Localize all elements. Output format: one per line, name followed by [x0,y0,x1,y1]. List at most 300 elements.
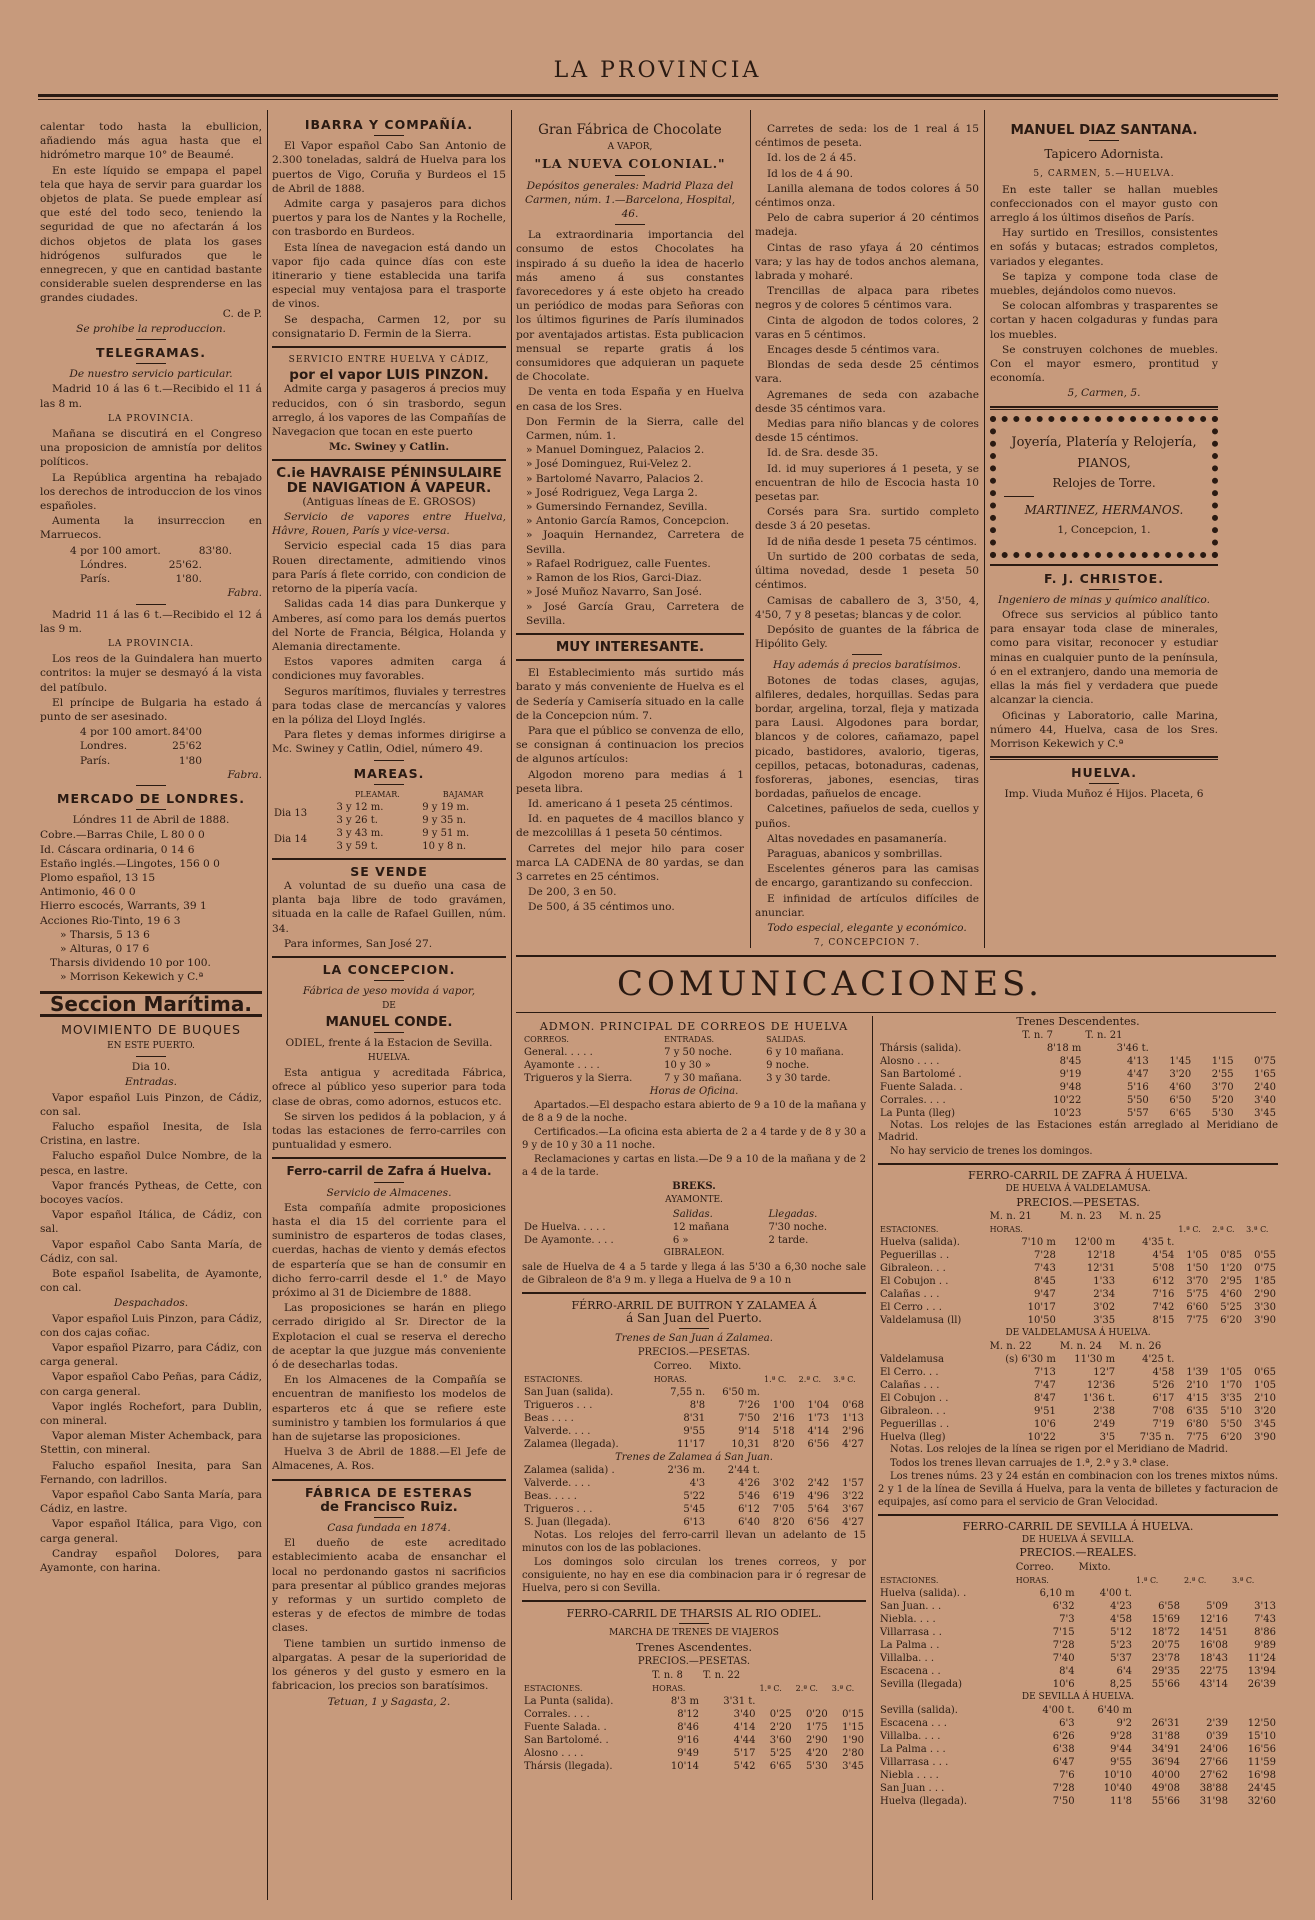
telegram-header: Madrid 10 á las 6 t.—Recibido el 11 á las 8 m. [40,383,262,410]
table-row [878,1678,1278,1691]
table-header: Salidas. Llegadas. [672,1209,818,1220]
station-cell: Gibraleon. . . [880,1263,946,1275]
value-cell: 40'00 [1151,1769,1180,1781]
value-cell: 12'18 [1086,1250,1116,1262]
ad-text: Seguros marítimos, fluviales y terrestres para todas clase de mercancías y valores en la póliza del Lloyd Inglés. [272,685,506,726]
value-cell: 4'15 [1186,1393,1209,1405]
station-cell: San Juan. . . [880,1600,942,1612]
list-item: Escelentes géneros para las camisas de encargo, garantizando su confeccion. [755,863,979,890]
ad-text: De venta en toda España y en Huelva en casa de los Sres. [516,386,744,413]
quote-row: París. 1'80 [80,754,202,767]
list-item: » Manuel Dominguez, Palacios 2. [526,444,705,457]
article-text: En este líquido se empapa el papel tela que haya de servir para guardar los objetos de plata. Se puede emplear así que esté del todo seco, teniendo la seguridad de que no afectarán á los dichos objetos de plata los gases hidrógenos sulfurados que le ennegrecen, y que en cantidad bastante considerable suelen desprenderse en las grandes ciudades. [40,164,262,305]
value-cell: 6'50 m. [722,1387,760,1398]
station-cell: San Juan . . . [880,1782,945,1794]
divider [272,1157,506,1159]
value-cell: 24'06 [1199,1743,1228,1755]
station-cell: Niebla. . . . [880,1613,936,1625]
table-body [522,1386,866,1451]
table-row [522,1747,866,1760]
table-row [522,1464,866,1477]
value-cell: 7,55 n. [670,1387,706,1398]
value-cell [797,1386,832,1399]
source: LA PROVINCIA. [107,638,195,649]
list-item: Vapor español Cabo Peñas, para Cádiz, con carga general. [40,1371,262,1398]
list-item: Falucho español Dulce Nombre, de la pesca, en lastre. [40,1150,262,1177]
value-cell: 4'60 [1169,1081,1192,1093]
value-cell [794,1695,830,1708]
address: 7, CONCEPCION 7. [813,938,921,949]
value-cell: 8'47 [1034,1393,1056,1405]
value-cell: 3'45 [842,1761,864,1772]
value-cell: 7'26 [738,1400,760,1411]
value-cell: 5'50 [1220,1419,1243,1431]
column-rule [267,110,268,1900]
value-cell: 1'15 [1211,1055,1234,1067]
ad-title: DE NAVIGATION Á VAPEUR. [286,479,492,496]
value-cell: 36'94 [1151,1756,1180,1768]
value-cell: 49'08 [1151,1782,1180,1794]
ad-text: Las proposiciones se harán en pliego cerrado dirigido al Sr. Director de la Explotacion el cual se reserva el derecho de aceptar la que juzgue más conveniente ó de desecharlas todas. [272,1302,506,1372]
divider [516,659,744,661]
value-cell: 0'68 [842,1400,864,1411]
value-cell: 10'14 [670,1761,700,1772]
divider [878,1514,1278,1516]
station-cell: San Bartolomé. . [524,1735,609,1746]
ad-title: Ferro-carril de Zafra á Huelva. [286,1164,492,1179]
value-cell: 7'28 [1052,1639,1075,1651]
value-cell: 4'14 [807,1426,830,1437]
timetables-right [878,1016,1278,1808]
tide-table [272,788,506,853]
divider [374,980,404,981]
station-cell: Villarrasa . . . [880,1756,949,1768]
address: Tetuan, 1 y Sagasta, 2. [327,1695,451,1708]
list-item: » Morrison Kekewich y C.ª [60,971,204,984]
divider [272,858,506,860]
station-cell: Sevilla (llegada) [880,1678,962,1690]
value-cell: 12'7 [1093,1367,1116,1379]
value-cell: 11'17 [676,1439,706,1450]
value-cell [1134,1587,1182,1600]
value-cell: 0'25 [769,1709,792,1720]
table-row [522,1399,866,1412]
ad-text: De 200, 3 en 50. [528,886,617,899]
value-cell: 1'90 [842,1735,864,1746]
value-cell: 6'20 [1220,1432,1243,1444]
value-cell: 7'19 [1152,1419,1175,1431]
table-title: ADMON. PRINCIPAL DE CORREOS DE HUELVA [539,1020,849,1033]
value-cell: 6'80 [1186,1419,1209,1431]
subheading: PRECIOS.—REALES. [1019,1546,1137,1560]
value-cell: 7'43 [1254,1613,1276,1625]
ad-text: Se colocan alfombras y trasparentes se cortan y hacen colgaduras y fundas para los muebles. [990,300,1218,341]
value-cell: 4'00 t. [1042,1704,1075,1716]
value-cell: 2'20 [769,1722,792,1733]
column-2 [272,118,506,1710]
slogan: Todo especial, elegante y económico. [767,921,967,934]
signature: C. de P. [222,307,262,320]
ad-text: Servicio de vapores entre Huelva, Hâvre, Rouen, París y vice-versa. [272,511,506,538]
notice: Notas. Los relojes de las Estaciones están arreglado al Meridiano de Madrid. [878,1119,1278,1144]
value-cell: 8'18 m [1046,1042,1082,1054]
table-row [522,1734,866,1747]
value-cell: 6'12 [738,1504,760,1515]
value-cell: 10'6 [1034,1419,1056,1431]
list-item: Agremanes de seda con azabache desde 35 céntimos vara. [755,388,979,415]
ad-title: C.ie HAVRAISE PÉNINSULAIRE [276,465,502,482]
table-row [878,1665,1278,1678]
subheading: BREKS. [672,1181,716,1192]
value-cell: 4'26 [738,1478,760,1489]
company-name: Mc. Swiney y Catlin. [328,441,450,454]
ad-text: Tiene tambien un surtido inmenso de alpargatas. A pesar de la superioridad de los géneros y del gusto y esmero en la fabricacion, los precios son baratísimos. [272,1637,506,1693]
value-cell: 4'47 [1126,1068,1149,1080]
ad-text: Esta compañía admite proposiciones hasta el dia 15 del corriente para el suministro de esparteros de todas clases, cuerdas, hachas de viento y demás efectos de espartería que se han de consumir en dicho ferro-carril desde el 1.° de Mayo próximo al 31 de Diciembre de 1888. [272,1201,506,1300]
table-row [522,1503,866,1516]
value-cell: 26'39 [1247,1678,1276,1690]
list-item: Vapor español Itálica, de Cádiz, con sal. [40,1209,262,1236]
list-item: » José Rodriguez, Vega Larga 2. [526,486,698,499]
divider [1089,783,1119,784]
list-item: Carretes de seda: los de 1 real á 15 céntimos de peseta. [755,123,979,150]
value-cell: 6'19 [772,1491,795,1502]
subheading: PRECIOS.—PESETAS. [637,1656,751,1667]
divider [374,135,404,136]
value-cell: 2'55 [1211,1068,1234,1080]
list-item: Vapor español Luis Pinzon, de Cádiz, con sal. [40,1091,262,1118]
subheading: DE HUELVA Á VALDELAMUSA. [1005,1183,1151,1194]
column-rule [750,110,751,948]
value-cell: 9'55 [683,1426,706,1437]
value-cell: 7'3 [1059,1613,1075,1625]
ad-title: LA CONCEPCION. [322,961,456,977]
table-row: Ayamonte . . . . 10 y 30 » 9 noche. [524,1060,810,1071]
value-cell: 11'8 [1110,1795,1132,1807]
list-item: Id de niña desde 1 peseta 75 céntimos. [767,535,977,548]
station-cell: Thársis (salida). [880,1042,962,1054]
quote-row: Londres. 25'62 [80,740,202,753]
notice: sale de Huelva de 4 a 5 tarde y llega á las 5'30 a 6,30 noche sale de Gibraleon de 8'a 9 m. y llega a Huelva de 9 a 10 n [522,1262,866,1286]
divider [374,760,404,761]
station-cell: Beas . . . . [524,1413,574,1424]
subheading: PRECIOS.—PESETAS. [637,1347,751,1358]
value-cell: 3'40 [733,1709,756,1720]
list-item: Vapor español Itálica, para Vigo, con carga general. [40,1518,262,1545]
ad-title: por el vapor LUIS PINZON. [289,367,489,384]
column-1 [40,120,262,1576]
value-cell: 3'13 [1254,1600,1276,1612]
value-cell [1210,1353,1244,1366]
ad-text: Id. en paquetes de 4 macillos blanco y de mezcolillas á 1 peseta 50 céntimos. [516,813,744,840]
value-cell: 14'51 [1199,1626,1228,1638]
value-cell: 3'02 [1093,1302,1116,1314]
value-cell: 9'28 [1110,1730,1132,1742]
value-cell: 1'20 [1220,1263,1243,1275]
value-cell: 6'65 [769,1761,792,1772]
value-cell: 3'20 [1169,1068,1192,1080]
value-cell: 7'28 [1034,1250,1056,1262]
value-cell: 8'15 [1152,1315,1175,1327]
value-cell: 2'44 t. [727,1465,760,1476]
list-item: Camisas de caballero de 3, 3'50, 4, 4'50, 7 y 8 pesetas; blancas y de color. [755,594,979,621]
value-cell: 5'57 [1126,1107,1149,1119]
column-header: PLEAMAR. [354,789,400,799]
section-title: TELEGRAMAS. [96,345,206,361]
station-cell: El Cobujon . . [880,1276,949,1288]
value-cell: 9'19 [1059,1068,1082,1080]
value-cell: 5'25 [1220,1302,1243,1314]
ad-title: Gran Fábrica de Chocolate [538,122,722,138]
ad-text: Para que el público se convenza de ello, se consignan á continuacion los precios de algunos artículos: [516,724,744,766]
value-cell: 5'75 [1186,1289,1209,1301]
value-cell [757,1695,793,1708]
divider [615,224,645,225]
table-row [878,1613,1278,1626]
list-item: Trencillas de alpaca para ribetes negros y de colores 5 céntimos vara. [755,285,979,312]
value-cell: 6,10 m [1039,1587,1075,1599]
value-cell: 4'58 [1110,1613,1132,1625]
address: ODIEL, frente á la Estacion de Sevilla. [285,1036,493,1049]
column-rule [872,1016,873,1900]
value-cell: 55'66 [1151,1678,1180,1690]
list-item: Paraguas, abanicos y sombrillas. [767,847,943,860]
station-cell: Sevilla (salida). [880,1704,958,1716]
value-cell: 3'60 [769,1735,792,1746]
table-header: ESTACIONES. HORAS. 1.ª C. 2.ª C. 3.ª C. [880,1225,1269,1235]
value-cell: 12'16 [1199,1613,1228,1625]
value-cell: 11'24 [1247,1652,1276,1664]
divider [136,363,166,364]
breks-table [522,1208,866,1247]
value-cell: 5'30 [1211,1107,1234,1119]
quote-row: París. 1'80. [80,573,202,586]
value-cell: 9'2 [1116,1717,1132,1729]
table-header: Correo. Mixto. [653,1361,742,1372]
ad-text: Admite carga y pasajeros para dichos puertos y para los de Nantes y la Rochelle, con trasbordo en Burdeos. [272,198,506,239]
section-banner: Seccion Marítima. [40,991,262,1017]
value-cell: 6'40 [738,1517,760,1528]
station-cell: Zalamea (salida) . [524,1465,615,1476]
value-cell: 12'31 [1086,1263,1116,1275]
value-cell: 5'50 [1126,1094,1149,1106]
divider [1089,589,1119,590]
value-cell: 12'00 m [1074,1237,1116,1249]
ad-title: Joyería, Platería y Relojería, [1011,434,1197,450]
ad-title: MUY INTERESANTE. [555,638,705,655]
table-title: Trenes Descendentes. [1016,1015,1140,1028]
table-row [878,1392,1278,1405]
table-row [878,1652,1278,1665]
quote-row: 4 por 100 amort. 83'80. [70,544,232,557]
table-header: M. n. 21 M. n. 23 M. n. 25 [989,1211,1162,1223]
notice: Todos los trenes llevan carruajes de 1.ª, 2.ª y 3.ª clase. [890,1457,1169,1469]
ad-title: F. J. CHRISTOE. [1044,570,1164,586]
table-title: FERRO-CARRIL DE ZAFRA Á HUELVA. [968,1169,1188,1183]
descendentes-table [878,1029,1278,1120]
subheading: Entradas. [124,1076,178,1089]
list-item: Hierro escocés, Warrants, 39 1 [40,900,207,913]
section-title: MOVIMIENTO DE BUQUES [61,1021,241,1037]
column-header: BAJAMAR [442,789,484,799]
value-cell [1230,1587,1278,1600]
notice: Los domingos solo circulan los trenes correos, y por consiguiente, no hay en ese dia combinacion para ir ó regresar de Huelva, pero si con Sevilla. [522,1557,866,1594]
value-cell: 5'42 [733,1761,756,1772]
value-cell: 2'90 [805,1735,828,1746]
ad-text: Para informes, San José 27. [284,937,433,950]
value-cell: 4'27 [842,1439,864,1450]
value-cell: 7'15 [1052,1626,1075,1638]
list-item: » Alturas, 0 17 6 [60,942,150,955]
value-cell: 3'46 t. [1116,1042,1149,1054]
table-row [878,1094,1278,1107]
ad-title: de Francisco Ruiz. [320,1498,458,1515]
value-cell: 3'31 t. [723,1696,756,1707]
value-cell: 27'62 [1199,1769,1228,1781]
value-cell [762,1464,797,1477]
table-row: De Ayamonte. . . . 6 » 2 tarde. [524,1235,809,1246]
value-cell: 5'30 [805,1761,828,1772]
list-item: Calcetines, pañuelos de seda, cuellos y puños. [755,803,979,830]
divider [990,564,1218,566]
list-item: » Tharsis, 5 13 6 [60,928,150,941]
station-cell: Fuente Salada. . [524,1722,607,1733]
value-cell: 3'35 [1220,1393,1243,1405]
divider [990,406,1218,410]
table-header: ESTACIONES. HORAS. 1.ª C. 2.ª C. 3.ª C. [524,1375,856,1384]
list-item: Acciones Rio-Tinto, 19 6 3 [40,914,181,927]
ad-text: La extraordinaria importancia del consumo de estos Chocolates ha inspirado á su dueño la idea de hacerlo más ameno á sus constantes favorecedores y á este objeto ha creado un periódico de modas para Señoras con los últimos figurines de París iluminados por aventajados artistas. Esta publicacion mensual se reparte gratis á los consumidores que adquieran un paquete de Chocolate. [516,229,744,384]
list-item: Plomo español, 13 15 [40,871,156,884]
station-cell: Valdelamusa (ll) [880,1315,962,1327]
table-row [878,1717,1278,1730]
value-cell: 43'14 [1199,1678,1228,1690]
station-cell: Calañas . . . [880,1380,940,1392]
value-cell: 3'5 [1099,1432,1116,1444]
divider [136,785,166,786]
signature: Fabra. [227,587,262,600]
section-rule [516,1012,1276,1013]
value-cell: 7'50 [738,1413,760,1424]
value-cell: 2'90 [1254,1289,1276,1301]
value-cell: 7'08 [1152,1406,1175,1418]
ad-text: A voluntad de su dueño una casa de planta baja libre de todo gravámen, situada en la calle de Rafael Guillen, núm. 34. [272,879,506,935]
value-cell: 7'47 [1034,1380,1056,1392]
value-cell: 6'38 [1052,1743,1075,1755]
source: LA PROVINCIA. [107,413,195,424]
value-cell: 7'13 [1034,1367,1056,1379]
imprint: Imp. Viuda Muñoz é Hijos. Placeta, 6 [1004,788,1204,801]
value-cell: 10'6 [1052,1678,1075,1690]
value-cell: 4'54 [1152,1250,1175,1262]
divider [272,346,506,348]
masthead-rule [38,94,1278,97]
station-cell: Valdelamusa [880,1354,944,1366]
value-cell: 2'38 [1093,1406,1116,1418]
value-cell: 16'08 [1199,1639,1228,1651]
list-item: Id. los de 2 á 45. [767,152,857,165]
value-cell: 2'34 [1093,1289,1116,1301]
value-cell: 20'75 [1151,1639,1180,1651]
ad-title: MANUEL DIAZ SANTANA. [1010,122,1198,138]
value-cell: 6'60 [1186,1302,1209,1314]
value-cell [1230,1704,1278,1717]
value-cell: 3'90 [1254,1315,1276,1327]
value-cell: 7'10 m [1021,1237,1056,1249]
value-cell: 8'45 [1034,1276,1056,1288]
table-row [522,1760,866,1773]
value-cell [1210,1236,1244,1249]
value-cell: 12'50 [1247,1717,1276,1729]
divider [136,604,166,605]
station-cell: Peguerillas . . [880,1250,950,1262]
value-cell: 5'46 [738,1491,760,1502]
ad-text: Algodon moreno para medias á 1 peseta libra. [516,768,744,795]
ad-title: Relojes de Torre. [1052,476,1156,491]
value-cell: 7'42 [1152,1302,1175,1314]
value-cell: 16'98 [1247,1769,1276,1781]
station-cell: Zalamea (llegada). [524,1439,619,1450]
table-header: T. n. 8 T. n. 22 [652,1670,741,1681]
ad-text: Servicio especial cada 15 dias para Rouen directamente, admitiendo vinos para París á flete corrido, con condicion de retorno de la pipería vacía. [272,540,506,596]
station-cell: Escacena . . . [880,1717,947,1729]
divider [1089,140,1119,141]
station-cell: S. Juan (llegada). [524,1517,611,1528]
value-cell: 0'39 [1206,1730,1228,1742]
column-rule [984,110,985,948]
value-cell: 9'47 [1034,1289,1056,1301]
divider [374,784,404,785]
value-cell [1182,1704,1230,1717]
value-cell: 10'22 [1027,1432,1056,1444]
station-cell: La Palma . . . [880,1743,946,1755]
value-cell: 3'30 [1254,1302,1276,1314]
ad-text: Oficinas y Laboratorio, calle Marina, número 44, Huelva, casa de los Sres. Morrison Kekewich y C.ª [990,709,1218,750]
subheading: AYAMONTE. [665,1195,723,1205]
value-cell: 5'45 [683,1504,706,1515]
column-4 [755,122,979,951]
value-cell: 0'85 [1220,1250,1243,1262]
value-cell: 16'56 [1247,1743,1276,1755]
subheading: Horas de Oficina. [649,1086,739,1097]
table-row [522,1708,866,1721]
ad-text: El dueño de este acreditado establecimiento acaba de ensanchar el local no perdonando gastos ni sacrificios para presentar al público grandes mejoras y reformas y un surtido completo de esteras y de efectos de mimbre de todas clases. [272,1537,506,1635]
value-cell [1182,1587,1230,1600]
list-item: Don Fermin de la Sierra, calle del Carmen, núm. 1. [526,415,744,443]
station-cell: Alosno . . . . [880,1055,940,1067]
value-cell: 3'02 [772,1478,795,1489]
list-item: » José Dominguez, Rui-Velez 2. [526,458,692,471]
divider [522,1600,866,1602]
table-row [878,1769,1278,1782]
ad-text: Se construyen colchones de muebles. Con el mayor esmero, prontitud y economía. [990,343,1218,385]
table-row [878,1730,1278,1743]
masthead-rule-thin [38,99,1278,100]
value-cell: 8'45 [1059,1055,1082,1067]
station-cell: Trigueros . . . [524,1504,593,1515]
table-row [878,1743,1278,1756]
value-cell: 8,25 [1109,1678,1132,1690]
value-cell [831,1464,866,1477]
subtitle: EN ESTE PUERTO. [107,1040,195,1051]
list-item: Id. id muy superiores á 1 peseta, y se encuentran de hilo de Escocia hasta 10 pesetas par. [755,462,979,504]
value-cell: 3'70 [1211,1081,1234,1093]
value-cell: 1'15 [842,1722,864,1733]
table-title: FERRO-CARRIL DE SEVILLA Á HUELVA. [962,1520,1194,1534]
station-cell: Calañas . . . [880,1289,940,1301]
value-cell: 1'04 [807,1400,830,1411]
station-cell: Gibraleon. . . [880,1406,946,1418]
